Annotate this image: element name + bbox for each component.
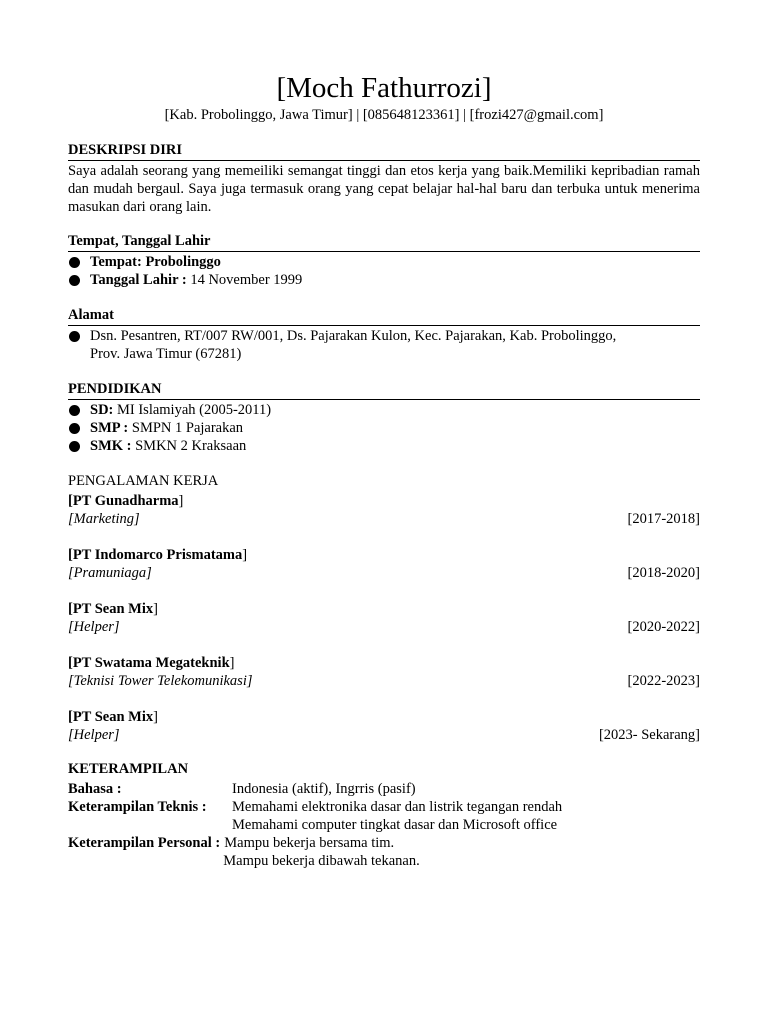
skill-value: Mampu bekerja dibawah tekanan. <box>223 853 420 869</box>
ttl-tempat-label: Tempat: Probolinggo <box>90 254 221 270</box>
resume-name: [Moch Fathurrozi] <box>276 72 492 104</box>
deskripsi-text: Saya adalah seorang yang memeiliki semangat tinggi dan etos kerja yang baik.Memiliki kepribadian ramah dan mudah bergaul. Saya juga termasuk orang yang cepat belajar hal-hal baru dan terbuka untuk menerima masukan dari orang lain. <box>68 163 700 215</box>
job-company-name: [PT Sean Mix <box>68 601 154 617</box>
pendidikan-item <box>68 437 700 455</box>
job-period: [2017-2018] <box>627 511 700 527</box>
job-role: [Teknisi Tower Telekomunikasi] <box>68 673 253 689</box>
job-company-name: [PT Swatama Megateknik <box>68 655 230 671</box>
job-entry <box>68 546 700 582</box>
job-role: [Helper] <box>68 619 120 635</box>
job-entry <box>68 492 700 528</box>
heading-keterampilan: KETERAMPILAN <box>68 761 189 777</box>
section-pendidikan <box>68 380 700 455</box>
job-entry <box>68 600 700 636</box>
pendidikan-label: SMK : <box>90 438 132 454</box>
heading-alamat: Alamat <box>68 306 700 326</box>
contact-info: [Kab. Probolinggo, Jawa Timur] | [085648123361] | [frozi427@gmail.com] <box>164 107 604 123</box>
job-bracket: ] <box>178 493 184 509</box>
job-row <box>68 510 700 528</box>
alamat-item <box>68 327 700 363</box>
skill-label: Keterampilan Personal : <box>68 835 221 851</box>
skill-personal <box>68 834 700 870</box>
heading-ttl: Tempat, Tanggal Lahir <box>68 232 700 252</box>
ttl-tanggal-value: 14 November 1999 <box>186 272 303 288</box>
skill-value: Memahami computer tingkat dasar dan Microsoft office <box>232 817 558 833</box>
pendidikan-item <box>68 401 700 419</box>
pendidikan-label: SMP : <box>90 420 129 436</box>
ttl-tanggal <box>68 271 700 289</box>
skill-label: Bahasa : <box>68 781 122 797</box>
job-period: [2018-2020] <box>627 565 700 581</box>
job-company-name: [PT Sean Mix <box>68 709 154 725</box>
job-row <box>68 564 700 582</box>
section-pengalaman <box>68 472 700 762</box>
heading-pendidikan: PENDIDIKAN <box>68 380 700 400</box>
job-period: [2022-2023] <box>627 673 700 689</box>
job-bracket: ] <box>153 601 158 617</box>
skill-value: Mampu bekerja bersama tim. <box>224 835 395 851</box>
job-company <box>68 600 700 618</box>
job-bracket: ] <box>229 655 235 671</box>
alamat-line-1: Dsn. Pesantren, RT/007 RW/001, Ds. Pajarakan Kulon, Kec. Pajarakan, Kab. Probolinggo, <box>90 328 617 344</box>
job-row <box>68 726 700 744</box>
ttl-tempat <box>68 253 700 271</box>
pendidikan-value: MI Islamiyah (2005-2011) <box>113 402 272 418</box>
pendidikan-value: SMKN 2 Kraksaan <box>131 438 247 454</box>
heading-deskripsi: DESKRIPSI DIRI <box>68 141 700 161</box>
bullet-icon <box>69 257 80 268</box>
bullet-icon <box>69 331 80 342</box>
skill-teknis <box>68 798 700 834</box>
alamat-line-2: Prov. Jawa Timur (67281) <box>90 346 242 362</box>
skill-value: Indonesia (aktif), Ingrris (pasif) <box>232 781 416 797</box>
pendidikan-value: SMPN 1 Pajarakan <box>128 420 244 436</box>
job-bracket: ] <box>153 709 158 725</box>
skill-label: Keterampilan Teknis : <box>68 799 207 815</box>
bullet-icon <box>69 275 80 286</box>
job-company <box>68 492 700 510</box>
section-deskripsi <box>68 141 700 216</box>
job-company <box>68 654 700 672</box>
section-alamat <box>68 306 700 363</box>
job-company-name: [PT Gunadharma <box>68 493 179 509</box>
pendidikan-label: SD: <box>90 402 114 418</box>
bullet-icon <box>69 405 80 416</box>
job-company-name: [PT Indomarco Prismatama <box>68 547 243 563</box>
skill-value: Memahami elektronika dasar dan listrik tegangan rendah <box>232 799 563 815</box>
heading-pengalaman: PENGALAMAN KERJA <box>68 473 219 489</box>
skill-bahasa <box>68 780 700 798</box>
job-role: [Helper] <box>68 727 120 743</box>
job-bracket: ] <box>242 547 248 563</box>
pendidikan-item <box>68 419 700 437</box>
job-period: [2023- Sekarang] <box>598 727 700 743</box>
job-entry <box>68 708 700 744</box>
section-keterampilan <box>68 760 700 870</box>
job-role: [Pramuniaga] <box>68 565 152 581</box>
bullet-icon <box>69 441 80 452</box>
section-ttl <box>68 232 700 289</box>
job-company <box>68 546 700 564</box>
job-company <box>68 708 700 726</box>
ttl-tanggal-label: Tanggal Lahir : <box>90 272 187 288</box>
job-role: [Marketing] <box>68 511 140 527</box>
job-period: [2020-2022] <box>627 619 700 635</box>
job-row <box>68 672 700 690</box>
bullet-icon <box>69 423 80 434</box>
job-entry <box>68 654 700 690</box>
job-row <box>68 618 700 636</box>
